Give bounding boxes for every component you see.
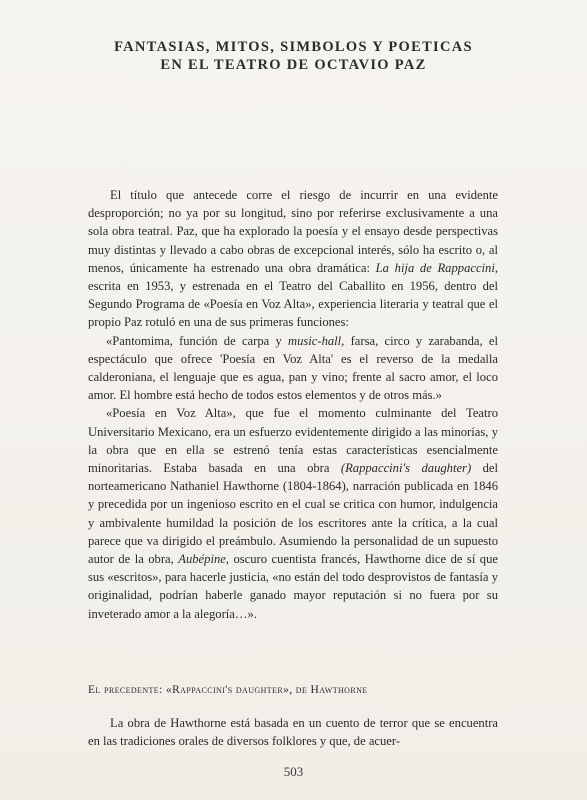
- section-body: [88, 714, 498, 750]
- article-title: [0, 38, 587, 74]
- paragraph-quote: [88, 332, 498, 405]
- text-run: El título que antecede corre el riesgo de incurrir en una evidente desproporción; no ya por su longitud, sino por referirse exclusivamente a una sola obra teatral. Paz, que ha explorado la poesía y el ensayo desde perspectivas muy distintas y llevado a cabo obras de excepcional interés, sólo ha escrito o, al menos, únicamente ha estrenado una obra dramática:: [88, 188, 498, 275]
- text-run: oscuro cuentista francés, Hawthorne dice de sí que sus «escritos», para hacerle justicia, «no están del todo desprovistos de fantasía y originalidad, podrían haberle ganado mayor reputación si no fuera por su inveterado amor a la alegoría…».: [88, 552, 498, 621]
- title-line-2: EN EL TEATRO DE OCTAVIO PAZ: [160, 57, 427, 73]
- paragraph-last: La obra de Hawthorne está basada en un cuento de terror que se encuentra en las tradiciones orales de diversos folklores y que, de acuer-: [88, 716, 498, 749]
- italic-term: music-hall,: [288, 333, 345, 348]
- text-run: del norteamericano Nathaniel Hawthorne (1804-1864), narración publicada en 1846 y precedida por un ingenioso escrito en el cual se critica con humor, indulgencia y ambivalente humildad la posición de los escritores ante la crítica, a la cual parece que va dirigido el preámbulo. Asumiendo la personalidad de un supuesto autor de la obra,: [88, 461, 498, 567]
- text-run: «Pantomima, función de carpa y: [106, 333, 289, 348]
- text-run: farsa, circo y zarabanda, el espectáculo que ofrece 'Poesía en Voz Alta' es el reverso de la medalla calderoniana, el lenguaje que es agua, pan y vino; frente al sacro amor, el loco amor. El hombre está hecho de todos estos elementos y de otros más.»: [88, 333, 498, 403]
- title-line-1: FANTASIAS, MITOS, SIMBOLOS Y POETICAS: [114, 39, 473, 55]
- italic-title: (Rappaccini's daughter): [340, 461, 472, 476]
- section-heading: El precedente: «Rappaccini's daughter», de Hawthorne: [88, 684, 368, 696]
- paragraph-intro: [88, 186, 498, 332]
- text-run: «Poesía en Voz Alta», que fue el momento culminante del Teatro Universitario Mexicano, era un esfuerzo evidentemente dirigido a las minorías, y la obra que en ella se estrenó tenía estas características esencialmente minoritarias. Estaba basada en una obra: [88, 406, 498, 476]
- article-body: [88, 186, 498, 623]
- italic-title: La hija de Rappaccini,: [375, 260, 498, 275]
- text-run: escrita en 1953, y estrenada en el Teatro del Caballito en 1956, dentro del Segundo Programa de «Poesía en Voz Alta», experiencia literaria y teatral que el propio Paz rotuló en una de sus primeras funciones:: [88, 279, 498, 330]
- paragraph-poesia: [88, 404, 498, 622]
- italic-name: Aubépine,: [178, 552, 229, 567]
- page-number: 503: [283, 764, 304, 779]
